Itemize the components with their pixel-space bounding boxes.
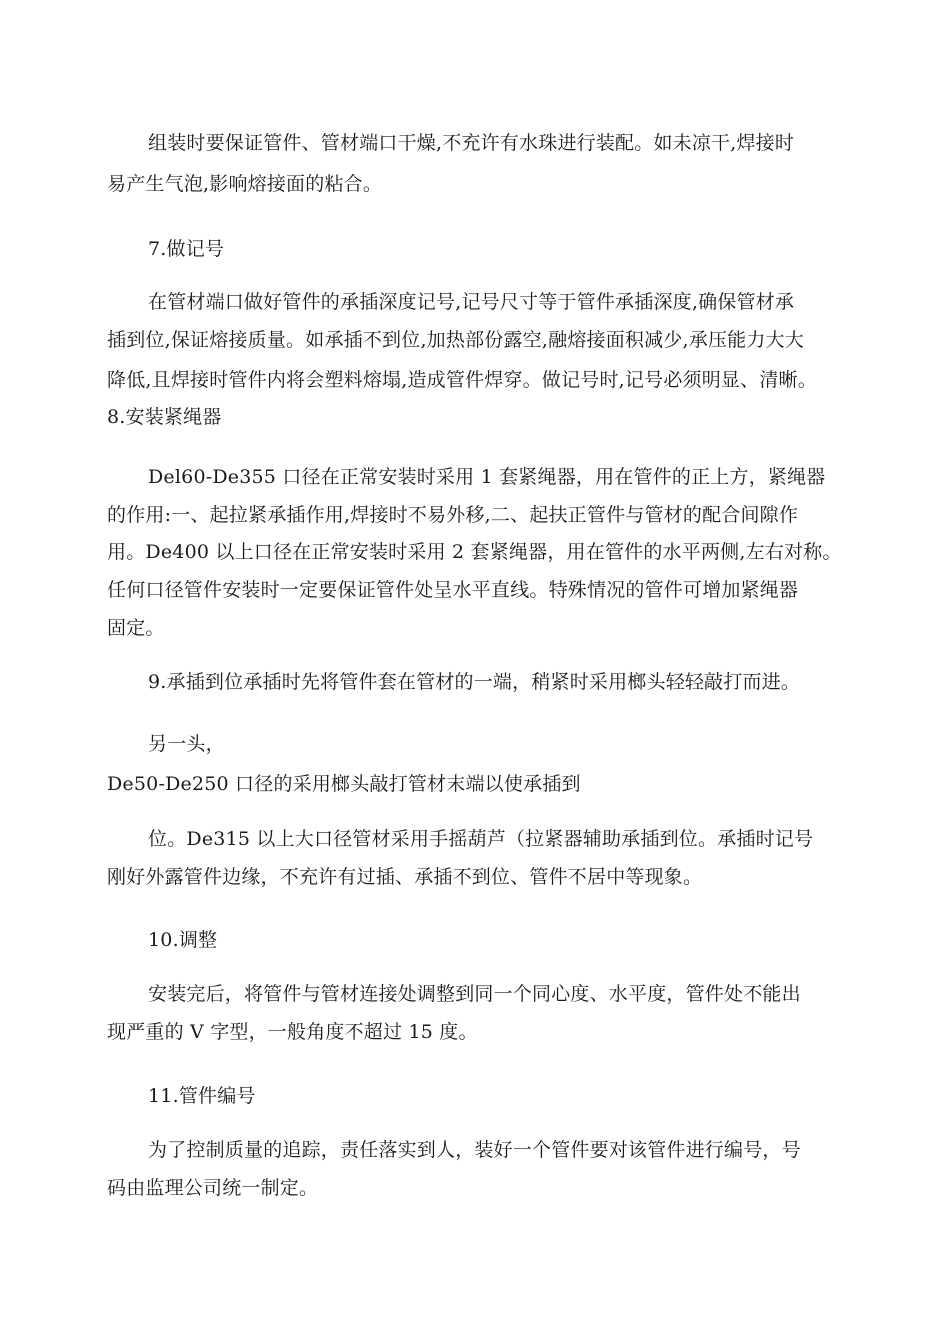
- paragraph-small-diameter: De50-De250 口径的采用榔头敲打管材末端以使承插到: [107, 773, 581, 795]
- paragraph-other-end: 另一头，: [148, 733, 225, 755]
- paragraph-marking-line-2: 插到位,保证熔接质量。如承插不到位,加热部份露空,融熔接面积减少,承压能力大大: [107, 329, 804, 351]
- paragraph-adjustment-line-2: 现严重的 V 字型，一般角度不超过 15 度。: [107, 1021, 478, 1043]
- section-heading-marking: 7.做记号: [148, 238, 225, 260]
- paragraph-tightener-line-3: 用。De400 以上口径在正常安装时采用 2 套紧绳器，用在管件的水平两侧,左右对称。: [107, 541, 842, 563]
- paragraph-large-diameter-line-1: 位。De315 以上大口径管材采用手摇葫芦（拉紧器辅助承插到位。承插时记号: [148, 828, 814, 850]
- paragraph-tightener-line-4: 任何口径管件安装时一定要保证管件处呈水平直线。特殊情况的管件可增加紧绳器: [107, 579, 799, 601]
- paragraph-numbering-line-2: 码由监理公司统一制定。: [107, 1177, 319, 1199]
- paragraph-assembly-dryness-line-1: 组装时要保证管件、管材端口干燥,不充许有水珠进行装配。如未凉干,焊接时: [148, 132, 795, 154]
- paragraph-large-diameter-line-2: 刚好外露管件边缘，不充许有过插、承插不到位、管件不居中等现象。: [107, 866, 703, 888]
- paragraph-marking-line-1: 在管材端口做好管件的承插深度记号,记号尺寸等于管件承插深度,确保管材承: [148, 291, 795, 313]
- paragraph-insertion: 9.承插到位承插时先将管件套在管材的一端，稍紧时采用榔头轻轻敲打而进。: [148, 671, 801, 693]
- section-heading-adjustment: 10.调整: [148, 929, 218, 951]
- paragraph-numbering-line-1: 为了控制质量的追踪，责任落实到人，装好一个管件要对该管件进行编号，号: [148, 1139, 801, 1161]
- section-heading-numbering: 11.管件编号: [148, 1085, 256, 1107]
- paragraph-assembly-dryness-line-2: 易产生气泡,影响熔接面的粘合。: [107, 173, 383, 195]
- section-heading-tightener: 8.安装紧绳器: [107, 406, 222, 428]
- paragraph-tightener-line-2: 的作用:一、起拉紧承插作用,焊接时不易外移,二、起扶正管件与管材的配合间隙作: [107, 504, 799, 526]
- paragraph-marking-line-3: 降低,且焊接时管件内将会塑料熔塌,造成管件焊穿。做记号时,记号必须明显、清晰。: [107, 369, 817, 391]
- paragraph-tightener-line-5: 固定。: [107, 617, 165, 639]
- paragraph-tightener-line-1: Del60-De355 口径在正常安装时采用 1 套紧绳器，用在管件的正上方，紧绳器: [148, 466, 826, 488]
- paragraph-adjustment-line-1: 安装完后，将管件与管材连接处调整到同一个同心度、水平度，管件处不能出: [148, 983, 801, 1005]
